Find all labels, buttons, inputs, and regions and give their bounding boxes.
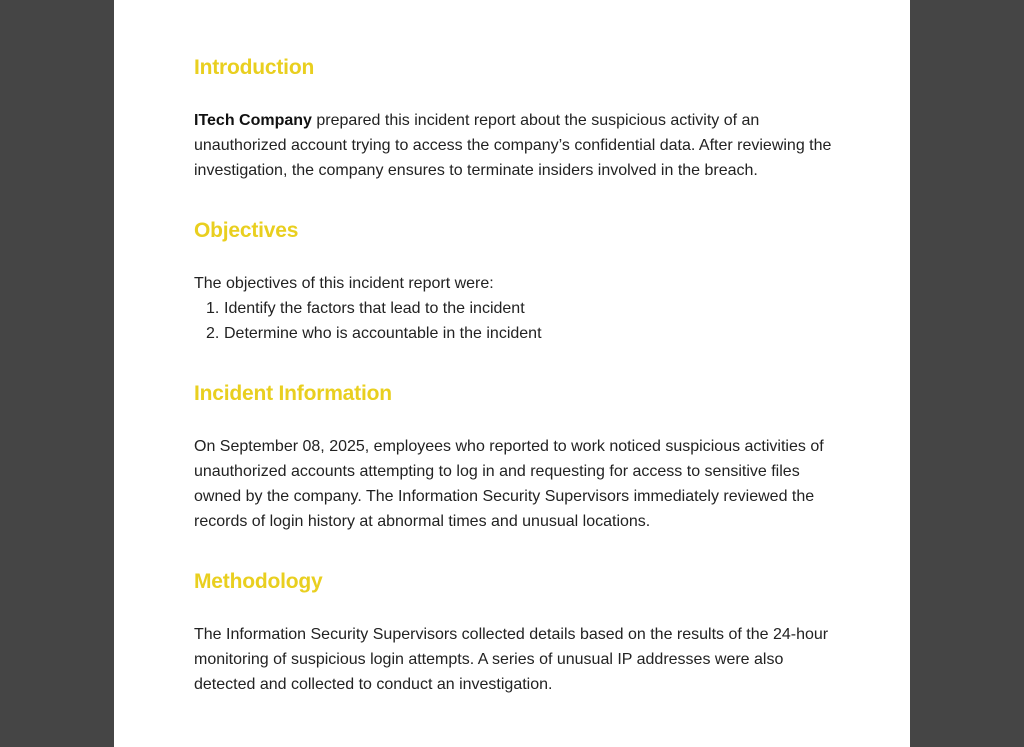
objective-text: Identify the factors that lead to the incident bbox=[224, 300, 525, 317]
company-name: ITech Company bbox=[194, 112, 312, 129]
introduction-text: prepared this incident report about the suspicious activity of an unauthorized account trying to access the company’s confidential data. After reviewing the investigation, the company ensures to terminate insiders involved in the breach. bbox=[194, 112, 832, 179]
objective-item bbox=[194, 296, 542, 321]
objectives-heading: Objectives bbox=[194, 219, 299, 242]
document-page bbox=[114, 0, 910, 747]
methodology-paragraph: The Information Security Supervisors collected details based on the results of the 24-hour monitoring of suspicious login attempts. A series of unusual IP addresses were also detected and collected to conduct an investigation. bbox=[194, 626, 829, 693]
objective-item bbox=[194, 321, 542, 346]
methodology-heading: Methodology bbox=[194, 570, 323, 593]
introduction-paragraph bbox=[194, 108, 834, 183]
objectives-intro: The objectives of this incident report were: bbox=[194, 275, 494, 292]
objective-number: 2. bbox=[206, 325, 220, 342]
objective-number: 1. bbox=[206, 300, 220, 317]
objective-text: Determine who is accountable in the incident bbox=[224, 325, 542, 342]
incident-information-paragraph: On September 08, 2025, employees who reported to work noticed suspicious activities of unauthorized accounts attempting to log in and requesting for access to sensitive files owned by the company. The Information Security Supervisors immediately reviewed the records of login history at abnormal times and unusual locations. bbox=[194, 438, 824, 530]
incident-information-heading: Incident Information bbox=[194, 382, 392, 405]
objectives-list bbox=[194, 296, 542, 346]
introduction-heading: Introduction bbox=[194, 56, 315, 79]
